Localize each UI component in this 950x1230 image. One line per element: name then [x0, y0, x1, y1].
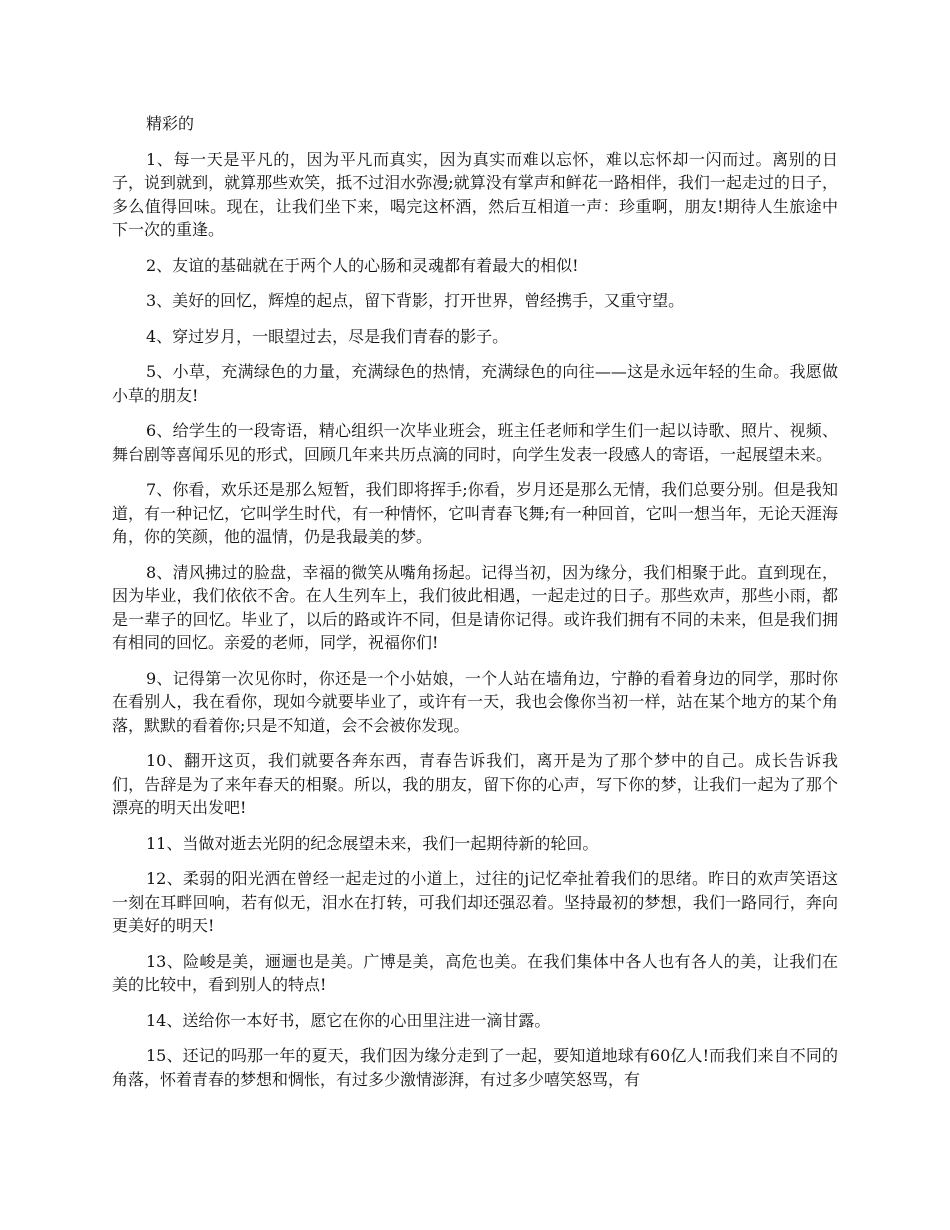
paragraph-6: 6、给学生的一段寄语，精心组织一次毕业班会，班主任老师和学生们一起以诗歌、照片、视频、舞台剧等喜闻乐见的形式，回顾几年来共历点滴的同时，向学生发表一段感人的寄语，一起展望未来。 — [112, 421, 838, 464]
paragraph-12: 12、柔弱的阳光洒在曾经一起走过的小道上，过往的j记忆牵扯着我们的思绪。昨日的欢声笑语这一刻在耳畔回响，若有似无，泪水在打转，可我们却还强忍着。坚持最初的梦想，我们一路同行，奔向更美好的明天! — [112, 869, 838, 935]
paragraph-7: 7、你看，欢乐还是那么短暂，我们即将挥手;你看，岁月还是那么无情，我们总要分别。但是我知道，有一种记忆，它叫学生时代，有一种情怀，它叫青春飞舞;有一种回首，它叫一想当年，无论天涯海角，你的笑颜，他的温情，仍是我最美的梦。 — [112, 480, 838, 546]
paragraph-8: 8、清风拂过的脸盘，幸福的微笑从嘴角扬起。记得当初，因为缘分，我们相聚于此。直到现在，因为毕业，我们依依不舍。在人生列车上，我们彼此相遇，一起走过的日子。那些欢声，那些小雨，都是一辈子的回忆。毕业了，以后的路或许不同，但是请你记得。或许我们拥有不同的未来，但是我们拥有相同的回忆。亲爱的老师，同学，祝福你们! — [112, 562, 838, 652]
document-page — [112, 112, 838, 1103]
paragraph-3: 3、美好的回忆，辉煌的起点，留下背影，打开世界，曾经携手，又重守望。 — [146, 291, 685, 310]
paragraph-4: 4、穿过岁月，一眼望过去，尽是我们青春的影子。 — [146, 326, 509, 346]
paragraph-1: 1、每一天是平凡的，因为平凡而真实，因为真实而难以忘怀，难以忘怀却一闪而过。离别的日子，说到就到，就算那些欢笑，抵不过泪水弥漫;就算没有掌声和鲜花一路相伴，我们一起走过的日子，多么值得回味。现在，让我们坐下来，喝完这杯酒，然后互相道一声：珍重啊，朋友!期待人生旅途中下一次的重逢。 — [112, 149, 838, 239]
paragraph-2: 2、友谊的基础就在于两个人的心肠和灵魂都有着最大的相似! — [146, 255, 579, 275]
paragraph-5: 5、小草，充满绿色的力量，充满绿色的热情，充满绿色的向往——这是永远年轻的生命。我愿做小草的朋友! — [112, 362, 838, 405]
document-heading: 精彩的 — [146, 114, 195, 133]
paragraph-13: 13、险峻是美，逦逦也是美。广博是美，高危也美。在我们集体中各人也有各人的美，让我们在美的比较中，看到别人的特点! — [112, 951, 838, 994]
paragraph-15: 15、还记的吗那一年的夏天，我们因为缘分走到了一起，要知道地球有60亿人!而我们来自不同的角落，怀着青春的梦想和惆怅，有过多少激情澎湃，有过多少嘻笑怒骂，有 — [112, 1046, 838, 1089]
paragraph-14: 14、送给你一本好书，愿它在你的心田里注进一滴甘露。 — [146, 1010, 551, 1030]
paragraph-10: 10、翻开这页，我们就要各奔东西，青春告诉我们，离开是为了那个梦中的自己。成长告诉我们，告辞是为了来年春天的相聚。所以，我的朋友，留下你的心声，写下你的梦，让我们一起为了那个漂亮的明天出发吧! — [112, 751, 838, 817]
paragraph-9: 9、记得第一次见你时，你还是一个小姑娘，一个人站在墙角边，宁静的看着身边的同学，那时你在看别人，我在看你，现如今就要毕业了，或许有一天，我也会像你当初一样，站在某个地方的某个角落，默默的看着你;只是不知道，会不会被你发现。 — [112, 668, 838, 735]
paragraph-11: 11、当做对逝去光阴的纪念展望未来，我们一起期待新的轮回。 — [146, 833, 599, 853]
